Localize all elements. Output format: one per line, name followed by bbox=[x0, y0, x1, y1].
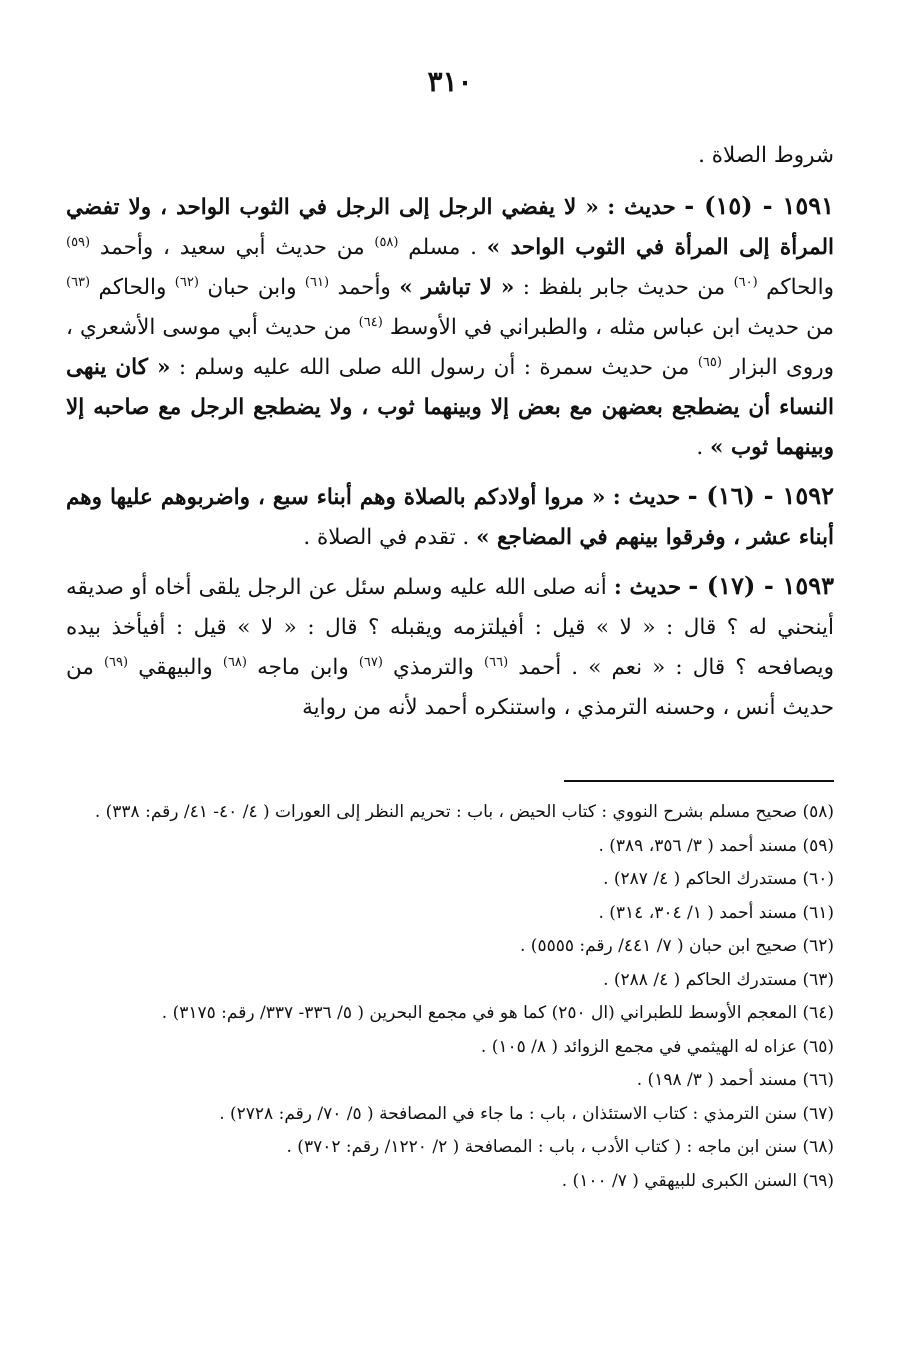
commentary-text: من حديث سمرة : أن رسول الله صلى الله عليه وسلم : bbox=[170, 355, 698, 380]
hadith-paragraph-1593 bbox=[66, 566, 834, 728]
footnote-67: (٦٧) سنن الترمذي : كتاب الاستئذان ، باب : ما جاء في المصافحة ( ٥/ ٧٠/ رقم: ٢٧٢٨) . bbox=[219, 1103, 834, 1124]
commentary-text: . مسلم bbox=[408, 235, 487, 260]
commentary-text: وابن ماجه bbox=[257, 655, 359, 680]
footnote-ref[interactable]: (٦٥) bbox=[697, 354, 722, 370]
commentary-text: من حديث جابر بلفظ : bbox=[514, 275, 734, 300]
footnote-ref[interactable]: (٥٨) bbox=[374, 234, 399, 250]
footnotes-section bbox=[66, 796, 834, 1198]
hadith-quote: « كان ينهى النساء أن يضطجع بعضهن مع بعض إلا وبينهما ثوب ، ولا يضطجع الرجل مع صاحبه إلا وبينهما ثوب » bbox=[66, 355, 834, 460]
hadith-quote: « مروا أولادكم بالصلاة وهم أبناء سبع ، واضربوهم عليها وهم أبناء عشر ، وفرقوا بينهم في المضاجع » bbox=[66, 485, 834, 550]
hadith-paragraph-1592 bbox=[66, 476, 834, 558]
footnote-62: (٦٢) صحيح ابن حبان ( ٧/ ٤٤١/ رقم: ٥٥٥٥) . bbox=[520, 936, 834, 956]
commentary-text: أنه صلى الله عليه وسلم سئل عن الرجل يلقى أخاه أو صديقه أينحني له ؟ قال : « لا » قيل : أفيلتزمه ويقبله ؟ قال : « لا » قيل : أفيأخذ بيده ويصافحه ؟ قال : « نعم » . أحمد bbox=[66, 575, 834, 680]
footnote-ref[interactable]: (٦٧) bbox=[358, 654, 383, 670]
commentary-text: من حديث أنس ، وحسنه الترمذي ، واستنكره أحمد لأنه من رواية bbox=[66, 655, 834, 720]
hadith-label: حديث : bbox=[613, 575, 682, 600]
footnote-ref[interactable]: (٦٤) bbox=[358, 314, 383, 330]
footnote-61: (٦١) مسند أحمد ( ١/ ٣٠٤، ٣١٤) . bbox=[598, 902, 834, 923]
intro-line: شروط الصلاة . bbox=[698, 143, 834, 168]
footnote-60: (٦٠) مستدرك الحاكم ( ٤/ ٢٨٧) . bbox=[603, 869, 834, 889]
footnote-separator bbox=[564, 780, 834, 782]
hadith-number: ١٥٩٢ - (١٦) - bbox=[687, 481, 835, 510]
commentary-text: والحاكم bbox=[98, 275, 175, 300]
document-page bbox=[66, 0, 834, 1366]
footnote-58: (٥٨) صحيح مسلم بشرح النووي : كتاب الحيض ، باب : تحريم النظر إلى العورات ( ٤/ ٤٠- ٤١/ رقم: ٣٣٨) . bbox=[94, 802, 834, 822]
footnote-66: (٦٦) مسند أحمد ( ٣/ ١٩٨) . bbox=[636, 1070, 834, 1090]
footnote-ref[interactable]: (٦٢) bbox=[174, 274, 199, 290]
commentary-text: من حديث أبي موسى الأشعري ، وروى البزار bbox=[66, 315, 834, 380]
hadith-number: ١٥٩٣ - (١٧) - bbox=[688, 571, 835, 600]
hadith-label: حديث : bbox=[612, 485, 681, 510]
commentary-text: من حديث ابن عباس مثله ، والطبراني في الأوسط bbox=[389, 315, 834, 340]
footnote-69: (٦٩) السنن الكبرى للبيهقي ( ٧/ ١٠٠) . bbox=[561, 1170, 834, 1191]
hadith-number: ١٥٩١ - (١٥) - bbox=[684, 191, 835, 220]
hadith-quote: « لا يفضي الرجل إلى الرجل في الثوب الواحد ، ولا تفضي المرأة إلى المرأة في الثوب الواحد » bbox=[66, 195, 834, 260]
hadith-paragraph-1591 bbox=[66, 186, 834, 468]
footnote-59: (٥٩) مسند أحمد ( ٣/ ٣٥٦، ٣٨٩) . bbox=[598, 835, 834, 856]
commentary-text: والبيهقي bbox=[138, 655, 223, 680]
footnote-ref[interactable]: (٦٣) bbox=[66, 274, 91, 290]
footnote-ref[interactable]: (٦١) bbox=[304, 274, 330, 290]
page-number: ٣١٠ bbox=[427, 65, 473, 98]
footnote-ref[interactable]: (٦٩) bbox=[103, 654, 129, 670]
footnote-63: (٦٣) مستدرك الحاكم ( ٤/ ٢٨٨) . bbox=[603, 969, 834, 990]
commentary-text: وابن حبان bbox=[207, 275, 305, 300]
footnote-64: (٦٤) المعجم الأوسط للطبراني (ال ٢٥٠) كما هو في مجمع البحرين ( ٥/ ٣٣٦- ٣٣٧/ رقم: ٣١٧٥) . bbox=[161, 1003, 834, 1023]
commentary-text: وأحمد bbox=[337, 275, 400, 300]
footnote-ref[interactable]: (٥٩) bbox=[66, 234, 91, 250]
footnote-ref[interactable]: (٦٦) bbox=[484, 654, 509, 670]
commentary-text: . تقدم في الصلاة . bbox=[303, 525, 477, 550]
hadith-quote: « لا تباشر » bbox=[399, 275, 515, 300]
footnote-ref[interactable]: (٦٠) bbox=[733, 274, 758, 290]
footnote-ref[interactable]: (٦٨) bbox=[222, 654, 247, 670]
commentary-text: والحاكم bbox=[766, 275, 834, 300]
footnote-65: (٦٥) عزاه له الهيثمي في مجمع الزوائد ( ٨/ ١٠٥) . bbox=[480, 1036, 834, 1057]
commentary-text: والترمذي bbox=[393, 655, 485, 680]
main-text bbox=[66, 136, 834, 736]
commentary-text: من حديث أبي سعيد ، وأحمد bbox=[99, 235, 375, 260]
hadith-label: حديث : bbox=[607, 195, 676, 220]
commentary-text: . bbox=[696, 435, 711, 460]
footnote-68: (٦٨) سنن ابن ماجه : ( كتاب الأدب ، باب : المصافحة ( ٢/ ١٢٢٠/ رقم: ٣٧٠٢) . bbox=[286, 1137, 834, 1157]
